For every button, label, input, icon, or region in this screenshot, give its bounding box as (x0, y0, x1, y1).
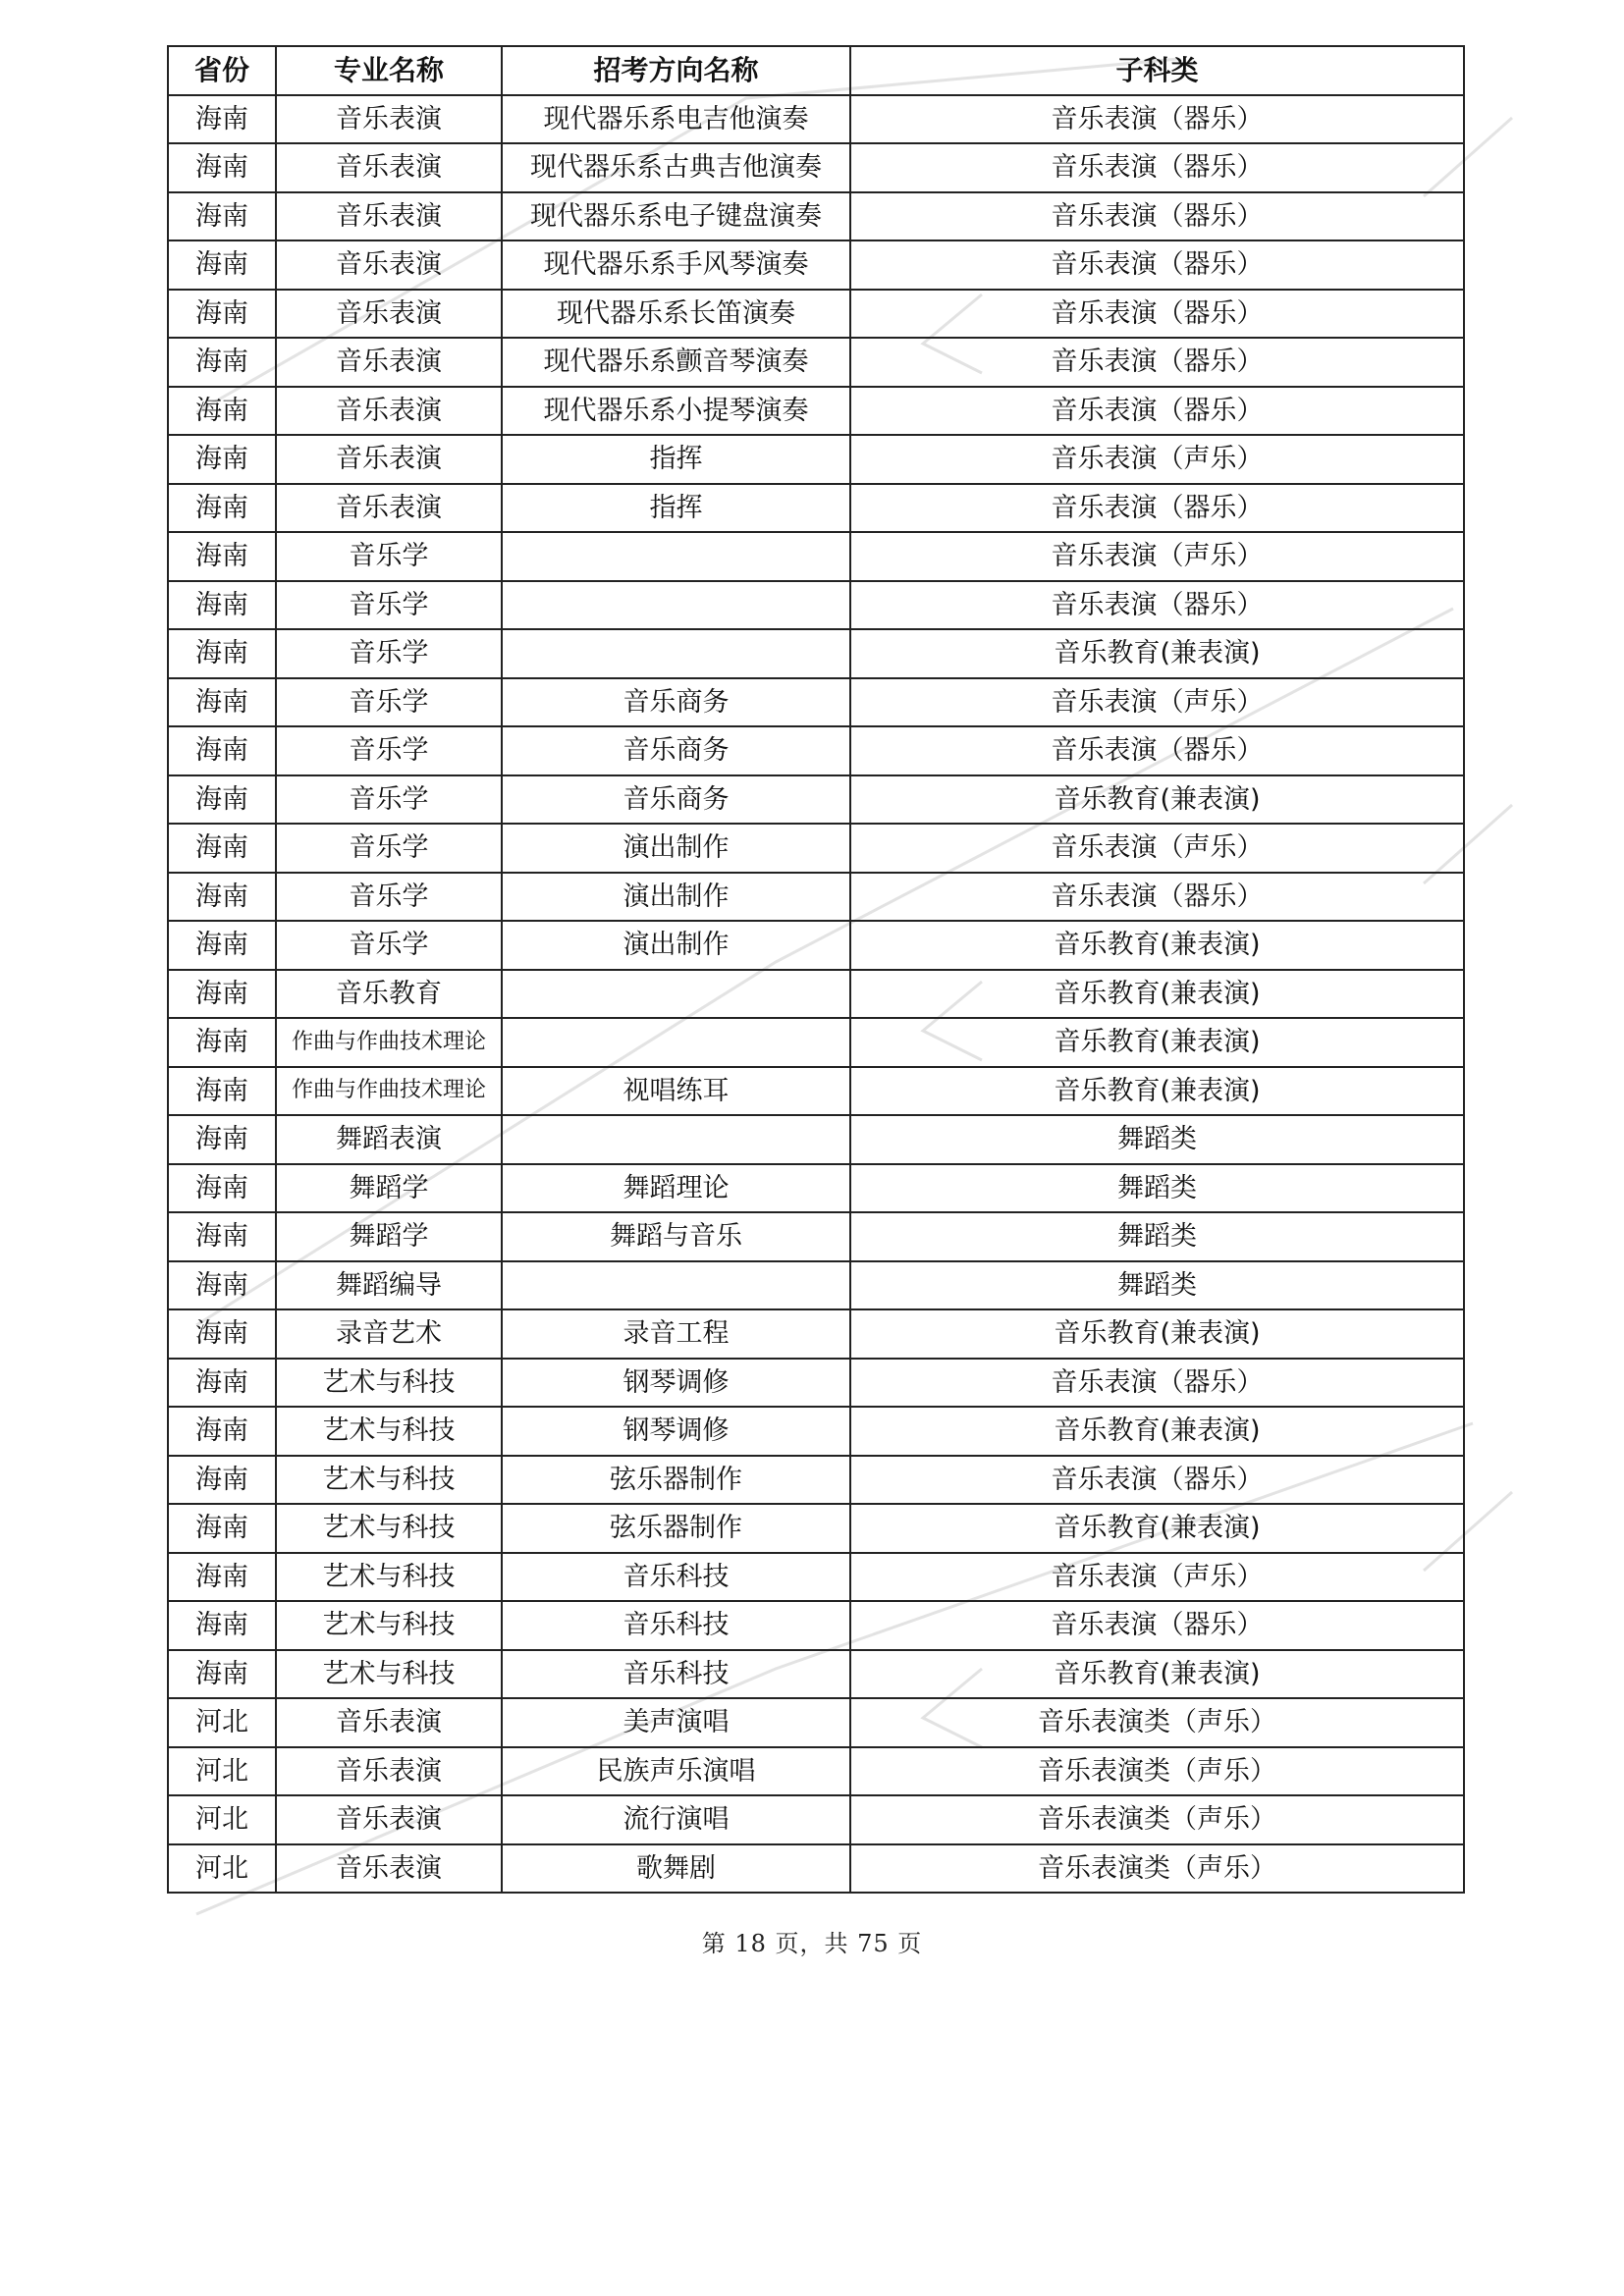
header-major: 专业名称 (276, 46, 502, 95)
cell-direction: 现代器乐系小提琴演奏 (502, 387, 850, 436)
cell-direction (502, 1018, 850, 1067)
cell-subcategory: 舞蹈类 (850, 1164, 1464, 1213)
cell-direction: 钢琴调修 (502, 1407, 850, 1456)
cell-province: 河北 (168, 1844, 276, 1894)
table-row (168, 921, 1464, 970)
cell-major: 音乐学 (276, 726, 502, 775)
cell-direction: 现代器乐系电子键盘演奏 (502, 192, 850, 241)
cell-subcategory: 音乐表演（器乐） (850, 387, 1464, 436)
cell-province: 海南 (168, 338, 276, 387)
cell-major: 音乐表演 (276, 192, 502, 241)
table-row (168, 1795, 1464, 1844)
table-row (168, 1650, 1464, 1699)
table-row (168, 1212, 1464, 1261)
table-row (168, 1747, 1464, 1796)
cell-major: 作曲与作曲技术理论 (276, 1018, 502, 1067)
cell-province: 海南 (168, 678, 276, 727)
cell-province: 河北 (168, 1795, 276, 1844)
table-row (168, 873, 1464, 922)
cell-province: 海南 (168, 970, 276, 1019)
table-body (168, 95, 1464, 1894)
cell-direction: 舞蹈理论 (502, 1164, 850, 1213)
cell-subcategory: 音乐表演（器乐） (850, 873, 1464, 922)
cell-subcategory: 音乐表演类（声乐） (850, 1795, 1464, 1844)
cell-province: 海南 (168, 1309, 276, 1359)
cell-direction: 现代器乐系古典吉他演奏 (502, 143, 850, 192)
table-header-row (168, 46, 1464, 95)
cell-direction: 音乐科技 (502, 1553, 850, 1602)
cell-subcategory: 音乐教育(兼表演) (850, 775, 1464, 825)
table-row (168, 1018, 1464, 1067)
cell-province: 海南 (168, 95, 276, 144)
cell-major: 音乐学 (276, 581, 502, 630)
table-row (168, 290, 1464, 339)
cell-major: 音乐学 (276, 532, 502, 581)
cell-province: 海南 (168, 1407, 276, 1456)
table-row (168, 338, 1464, 387)
cell-major: 作曲与作曲技术理论 (276, 1067, 502, 1116)
cell-province: 海南 (168, 921, 276, 970)
cell-major: 音乐表演 (276, 1844, 502, 1894)
table-row (168, 192, 1464, 241)
cell-subcategory: 音乐表演（声乐） (850, 532, 1464, 581)
table-row (168, 1698, 1464, 1747)
cell-province: 海南 (168, 240, 276, 290)
cell-direction: 流行演唱 (502, 1795, 850, 1844)
table-row (168, 1359, 1464, 1408)
table-row (168, 143, 1464, 192)
cell-direction: 现代器乐系长笛演奏 (502, 290, 850, 339)
cell-major: 音乐学 (276, 629, 502, 678)
table-row (168, 240, 1464, 290)
table-row (168, 1407, 1464, 1456)
cell-major: 艺术与科技 (276, 1650, 502, 1699)
cell-direction: 演出制作 (502, 824, 850, 873)
cell-province: 海南 (168, 1359, 276, 1408)
cell-province: 海南 (168, 290, 276, 339)
cell-province: 海南 (168, 435, 276, 484)
cell-major: 音乐学 (276, 921, 502, 970)
cell-subcategory: 音乐表演（器乐） (850, 1601, 1464, 1650)
cell-major: 艺术与科技 (276, 1407, 502, 1456)
table-row (168, 1261, 1464, 1310)
cell-subcategory: 音乐教育(兼表演) (850, 1067, 1464, 1116)
cell-subcategory: 舞蹈类 (850, 1115, 1464, 1164)
cell-subcategory: 音乐表演（器乐） (850, 581, 1464, 630)
cell-major: 音乐表演 (276, 290, 502, 339)
cell-subcategory: 舞蹈类 (850, 1261, 1464, 1310)
cell-direction (502, 532, 850, 581)
table-row (168, 629, 1464, 678)
cell-major: 音乐表演 (276, 143, 502, 192)
cell-province: 海南 (168, 1601, 276, 1650)
cell-province: 海南 (168, 775, 276, 825)
table-row (168, 775, 1464, 825)
table-row (168, 1553, 1464, 1602)
cell-subcategory: 音乐表演（器乐） (850, 95, 1464, 144)
cell-direction (502, 1115, 850, 1164)
cell-province: 河北 (168, 1747, 276, 1796)
cell-direction: 钢琴调修 (502, 1359, 850, 1408)
cell-subcategory: 音乐表演（器乐） (850, 484, 1464, 533)
cell-province: 海南 (168, 824, 276, 873)
table-row (168, 1164, 1464, 1213)
cell-subcategory: 舞蹈类 (850, 1212, 1464, 1261)
table-row (168, 435, 1464, 484)
cell-major: 音乐表演 (276, 338, 502, 387)
cell-subcategory: 音乐教育(兼表演) (850, 629, 1464, 678)
cell-subcategory: 音乐教育(兼表演) (850, 970, 1464, 1019)
table-row (168, 484, 1464, 533)
cell-direction: 现代器乐系电吉他演奏 (502, 95, 850, 144)
cell-major: 音乐表演 (276, 1795, 502, 1844)
cell-direction: 弦乐器制作 (502, 1456, 850, 1505)
cell-subcategory: 音乐表演（器乐） (850, 338, 1464, 387)
cell-major: 音乐表演 (276, 1747, 502, 1796)
cell-direction: 音乐科技 (502, 1601, 850, 1650)
table-row (168, 581, 1464, 630)
cell-major: 艺术与科技 (276, 1504, 502, 1553)
cell-major: 音乐学 (276, 824, 502, 873)
table-row (168, 387, 1464, 436)
cell-province: 海南 (168, 1456, 276, 1505)
cell-direction: 视唱练耳 (502, 1067, 850, 1116)
cell-subcategory: 音乐表演（器乐） (850, 1456, 1464, 1505)
cell-major: 音乐表演 (276, 95, 502, 144)
cell-major: 音乐表演 (276, 240, 502, 290)
cell-subcategory: 音乐教育(兼表演) (850, 1650, 1464, 1699)
cell-subcategory: 音乐教育(兼表演) (850, 1407, 1464, 1456)
cell-province: 海南 (168, 484, 276, 533)
cell-direction: 现代器乐系手风琴演奏 (502, 240, 850, 290)
cell-subcategory: 音乐教育(兼表演) (850, 921, 1464, 970)
header-province: 省份 (168, 46, 276, 95)
table-row (168, 1067, 1464, 1116)
cell-province: 海南 (168, 1504, 276, 1553)
cell-subcategory: 音乐表演（器乐） (850, 290, 1464, 339)
cell-direction: 录音工程 (502, 1309, 850, 1359)
cell-province: 海南 (168, 1115, 276, 1164)
table-row (168, 1601, 1464, 1650)
table-row (168, 532, 1464, 581)
cell-subcategory: 音乐表演（声乐） (850, 1553, 1464, 1602)
cell-major: 音乐学 (276, 775, 502, 825)
cell-major: 艺术与科技 (276, 1601, 502, 1650)
cell-province: 海南 (168, 726, 276, 775)
cell-subcategory: 音乐表演（器乐） (850, 143, 1464, 192)
table-row (168, 1844, 1464, 1894)
cell-province: 海南 (168, 1650, 276, 1699)
cell-province: 海南 (168, 873, 276, 922)
cell-subcategory: 音乐表演（器乐） (850, 1359, 1464, 1408)
cell-major: 艺术与科技 (276, 1553, 502, 1602)
cell-direction: 舞蹈与音乐 (502, 1212, 850, 1261)
cell-province: 海南 (168, 532, 276, 581)
table-row (168, 678, 1464, 727)
cell-major: 音乐教育 (276, 970, 502, 1019)
cell-province: 海南 (168, 1018, 276, 1067)
table-row (168, 1309, 1464, 1359)
cell-direction: 美声演唱 (502, 1698, 850, 1747)
cell-province: 海南 (168, 1067, 276, 1116)
cell-subcategory: 音乐表演（器乐） (850, 192, 1464, 241)
cell-major: 艺术与科技 (276, 1456, 502, 1505)
cell-direction: 指挥 (502, 484, 850, 533)
cell-subcategory: 音乐教育(兼表演) (850, 1309, 1464, 1359)
course-table (167, 45, 1465, 1894)
header-direction: 招考方向名称 (502, 46, 850, 95)
cell-subcategory: 音乐教育(兼表演) (850, 1504, 1464, 1553)
cell-direction (502, 581, 850, 630)
cell-direction: 演出制作 (502, 873, 850, 922)
cell-major: 音乐表演 (276, 435, 502, 484)
cell-major: 艺术与科技 (276, 1359, 502, 1408)
table-row (168, 1115, 1464, 1164)
cell-subcategory: 音乐表演（声乐） (850, 435, 1464, 484)
table-row (168, 824, 1464, 873)
cell-direction: 音乐商务 (502, 775, 850, 825)
table-row (168, 95, 1464, 144)
table-row (168, 726, 1464, 775)
header-subcategory: 子科类 (850, 46, 1464, 95)
cell-direction: 弦乐器制作 (502, 1504, 850, 1553)
cell-province: 海南 (168, 1553, 276, 1602)
table-row (168, 1456, 1464, 1505)
cell-direction: 音乐科技 (502, 1650, 850, 1699)
cell-direction: 现代器乐系颤音琴演奏 (502, 338, 850, 387)
cell-direction: 音乐商务 (502, 678, 850, 727)
cell-direction: 指挥 (502, 435, 850, 484)
cell-subcategory: 音乐表演（器乐） (850, 240, 1464, 290)
cell-direction: 民族声乐演唱 (502, 1747, 850, 1796)
cell-major: 舞蹈学 (276, 1212, 502, 1261)
cell-major: 录音艺术 (276, 1309, 502, 1359)
cell-major: 音乐表演 (276, 484, 502, 533)
cell-major: 音乐学 (276, 678, 502, 727)
cell-province: 海南 (168, 1164, 276, 1213)
cell-subcategory: 音乐表演类（声乐） (850, 1698, 1464, 1747)
cell-province: 海南 (168, 387, 276, 436)
cell-major: 音乐学 (276, 873, 502, 922)
page-footer: 第 18 页，共 75 页 (701, 1930, 923, 1957)
cell-major: 舞蹈表演 (276, 1115, 502, 1164)
cell-province: 海南 (168, 581, 276, 630)
cell-province: 海南 (168, 1212, 276, 1261)
cell-subcategory: 音乐表演（声乐） (850, 824, 1464, 873)
cell-province: 海南 (168, 192, 276, 241)
cell-major: 音乐表演 (276, 387, 502, 436)
cell-province: 海南 (168, 1261, 276, 1310)
cell-province: 河北 (168, 1698, 276, 1747)
table-row (168, 970, 1464, 1019)
cell-direction (502, 1261, 850, 1310)
cell-direction: 演出制作 (502, 921, 850, 970)
cell-major: 音乐表演 (276, 1698, 502, 1747)
cell-major: 舞蹈编导 (276, 1261, 502, 1310)
cell-subcategory: 音乐表演（器乐） (850, 726, 1464, 775)
cell-subcategory: 音乐教育(兼表演) (850, 1018, 1464, 1067)
cell-province: 海南 (168, 143, 276, 192)
cell-direction (502, 970, 850, 1019)
cell-subcategory: 音乐表演类（声乐） (850, 1844, 1464, 1894)
cell-direction: 音乐商务 (502, 726, 850, 775)
cell-subcategory: 音乐表演类（声乐） (850, 1747, 1464, 1796)
cell-subcategory: 音乐表演（声乐） (850, 678, 1464, 727)
cell-province: 海南 (168, 629, 276, 678)
cell-direction: 歌舞剧 (502, 1844, 850, 1894)
cell-direction (502, 629, 850, 678)
cell-major: 舞蹈学 (276, 1164, 502, 1213)
table-row (168, 1504, 1464, 1553)
